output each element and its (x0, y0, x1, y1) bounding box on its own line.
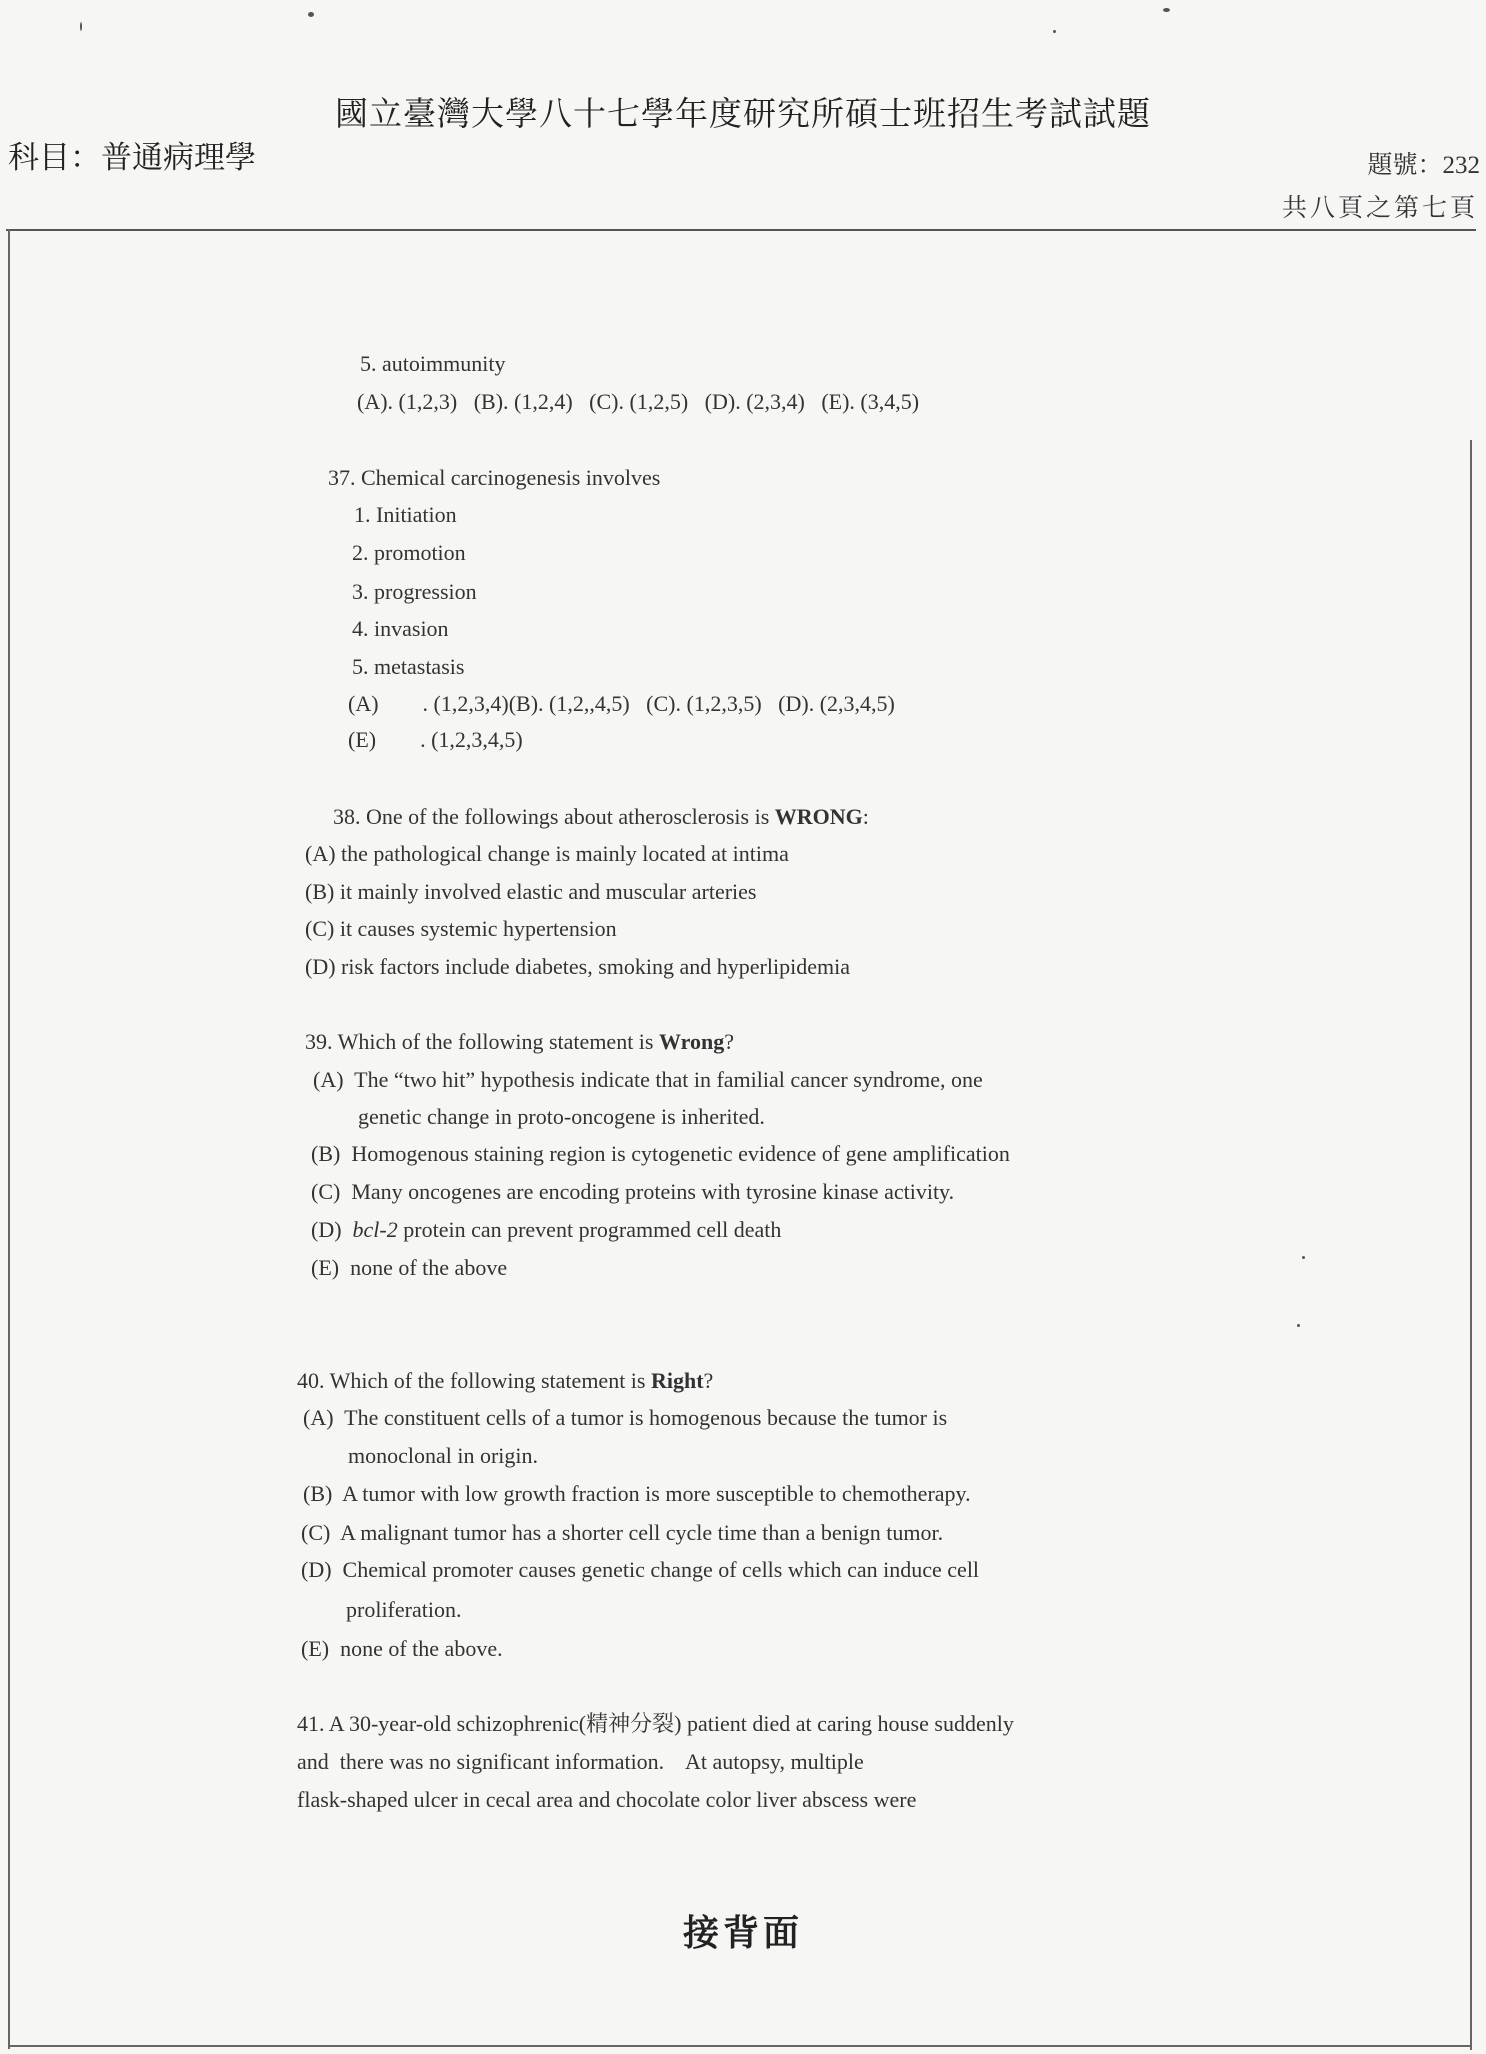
text-line (352, 615, 449, 643)
text-line (313, 1066, 983, 1094)
line-text: 38. One of the followings about atherosclerosis is (333, 804, 775, 829)
text-line (311, 1140, 1010, 1168)
line-text: genetic change in proto-oncogene is inherited. (358, 1104, 765, 1129)
line-text: 4. invasion (352, 616, 449, 641)
page-info: 共八頁之第七頁 (1281, 195, 1478, 222)
line-text: (C) Many oncogenes are encoding proteins with tyrosine kinase activity. (311, 1179, 955, 1204)
text-line (311, 1216, 781, 1244)
text-line (303, 1404, 947, 1432)
line-text: (B) A tumor with low growth fraction is more susceptible to chemotherapy. (303, 1481, 971, 1506)
line-text: (A) The “two hit” hypothesis indicate that in familial cancer syndrome, one (313, 1067, 983, 1092)
text-line (305, 915, 617, 943)
line-text: (E) none of the above. (301, 1636, 503, 1661)
line-text: 2. promotion (352, 540, 466, 565)
continue-on-back-note: 接背面 (682, 1913, 803, 1953)
line-text: 3. progression (352, 579, 477, 604)
scan-speck (1297, 1324, 1300, 1327)
top-rule (6, 229, 1476, 231)
text-line (305, 953, 850, 981)
line-text: proliferation. (346, 1597, 462, 1622)
text-line (303, 1480, 971, 1508)
line-text: 5. metastasis (352, 654, 465, 679)
line-text: 37. Chemical carcinogenesis involves (328, 465, 661, 490)
text-line (354, 501, 457, 529)
line-text: 40. Which of the following statement is (297, 1368, 651, 1393)
line-text: (E) none of the above (311, 1255, 508, 1280)
text-line (301, 1556, 979, 1584)
text-line (297, 1367, 713, 1395)
line-text: 41. A 30-year-old schizophrenic(精神分裂) patient died at caring house suddenly (297, 1711, 1014, 1736)
line-text: flask-shaped ulcer in cecal area and chocolate color liver abscess were (297, 1787, 917, 1812)
scan-speck (80, 22, 82, 31)
emphasis-word: Right (650, 1368, 704, 1393)
line-text: (A) The constituent cells of a tumor is homogenous because the tumor is (303, 1405, 948, 1430)
scan-speck (1053, 30, 1056, 33)
line-text: 1. Initiation (354, 502, 457, 527)
line-text: (D) (311, 1217, 353, 1242)
text-line (352, 653, 464, 681)
text-line (352, 578, 477, 606)
line-text: and there was no significant information. At autopsy, multiple (297, 1749, 864, 1774)
bottom-rule (8, 2045, 1470, 2047)
text-line (346, 1596, 461, 1624)
text-line (311, 1254, 507, 1282)
text-line (305, 1028, 734, 1056)
line-text: (C) it causes systemic hypertension (305, 916, 617, 941)
text-line (352, 539, 466, 567)
text-line (333, 803, 869, 831)
right-rule (1470, 440, 1472, 2050)
line-tail: : (862, 804, 869, 829)
text-line (297, 1786, 916, 1814)
line-text: monoclonal in origin. (348, 1443, 539, 1468)
text-line (305, 878, 756, 906)
line-tail: ? (724, 1029, 734, 1054)
scan-speck (1163, 8, 1170, 12)
left-rule (8, 229, 10, 2049)
line-text: (B) it mainly involved elastic and muscular arteries (305, 879, 757, 904)
text-line (301, 1635, 503, 1663)
line-text: (C) A malignant tumor has a shorter cell cycle time than a benign tumor. (301, 1520, 944, 1545)
emphasis-word: WRONG (774, 804, 863, 829)
line-text: (A) the pathological change is mainly located at intima (305, 841, 789, 866)
text-line (305, 840, 789, 868)
line-text: (E) . (1,2,3,4,5) (348, 727, 523, 752)
line-tail: protein can prevent programmed cell death (397, 1217, 782, 1242)
line-text: (D) Chemical promoter causes genetic change of cells which can induce cell (301, 1557, 980, 1582)
scan-speck (308, 12, 314, 17)
text-line (297, 1710, 1014, 1738)
exam-title: 國立臺灣大學八十七學年度研究所碩士班招生考試試題 (335, 97, 1151, 133)
line-text: (D) risk factors include diabetes, smoking and hyperlipidemia (305, 954, 850, 979)
scan-speck (1302, 1256, 1305, 1259)
text-line (297, 1748, 864, 1776)
emphasis-word: Wrong (658, 1029, 725, 1054)
line-tail: ? (703, 1368, 714, 1393)
text-line (311, 1178, 954, 1206)
text-line (328, 464, 660, 492)
text-line (348, 690, 895, 718)
text-line (360, 350, 505, 378)
line-text: (A) . (1,2,3,4)(B). (1,2,,4,5) (C). (1,2,3,5) (D). (2,3,4,5) (348, 691, 895, 716)
text-line (348, 1442, 538, 1470)
text-line (358, 1103, 765, 1131)
text-line (301, 1519, 943, 1547)
text-line (357, 388, 919, 416)
question-number: 題號：232 (1367, 152, 1480, 179)
gene-name: bcl-2 (352, 1217, 398, 1242)
subject-label: 科目：普通病理學 (8, 140, 256, 175)
text-line (348, 726, 523, 754)
line-text: 5. autoimmunity (360, 351, 506, 376)
line-text: (B) Homogenous staining region is cytogenetic evidence of gene amplification (311, 1141, 1010, 1166)
line-text: (A). (1,2,3) (B). (1,2,4) (C). (1,2,5) (D). (2,3,4) (E). (3,4,5) (357, 389, 920, 414)
line-text: 39. Which of the following statement is (305, 1029, 659, 1054)
